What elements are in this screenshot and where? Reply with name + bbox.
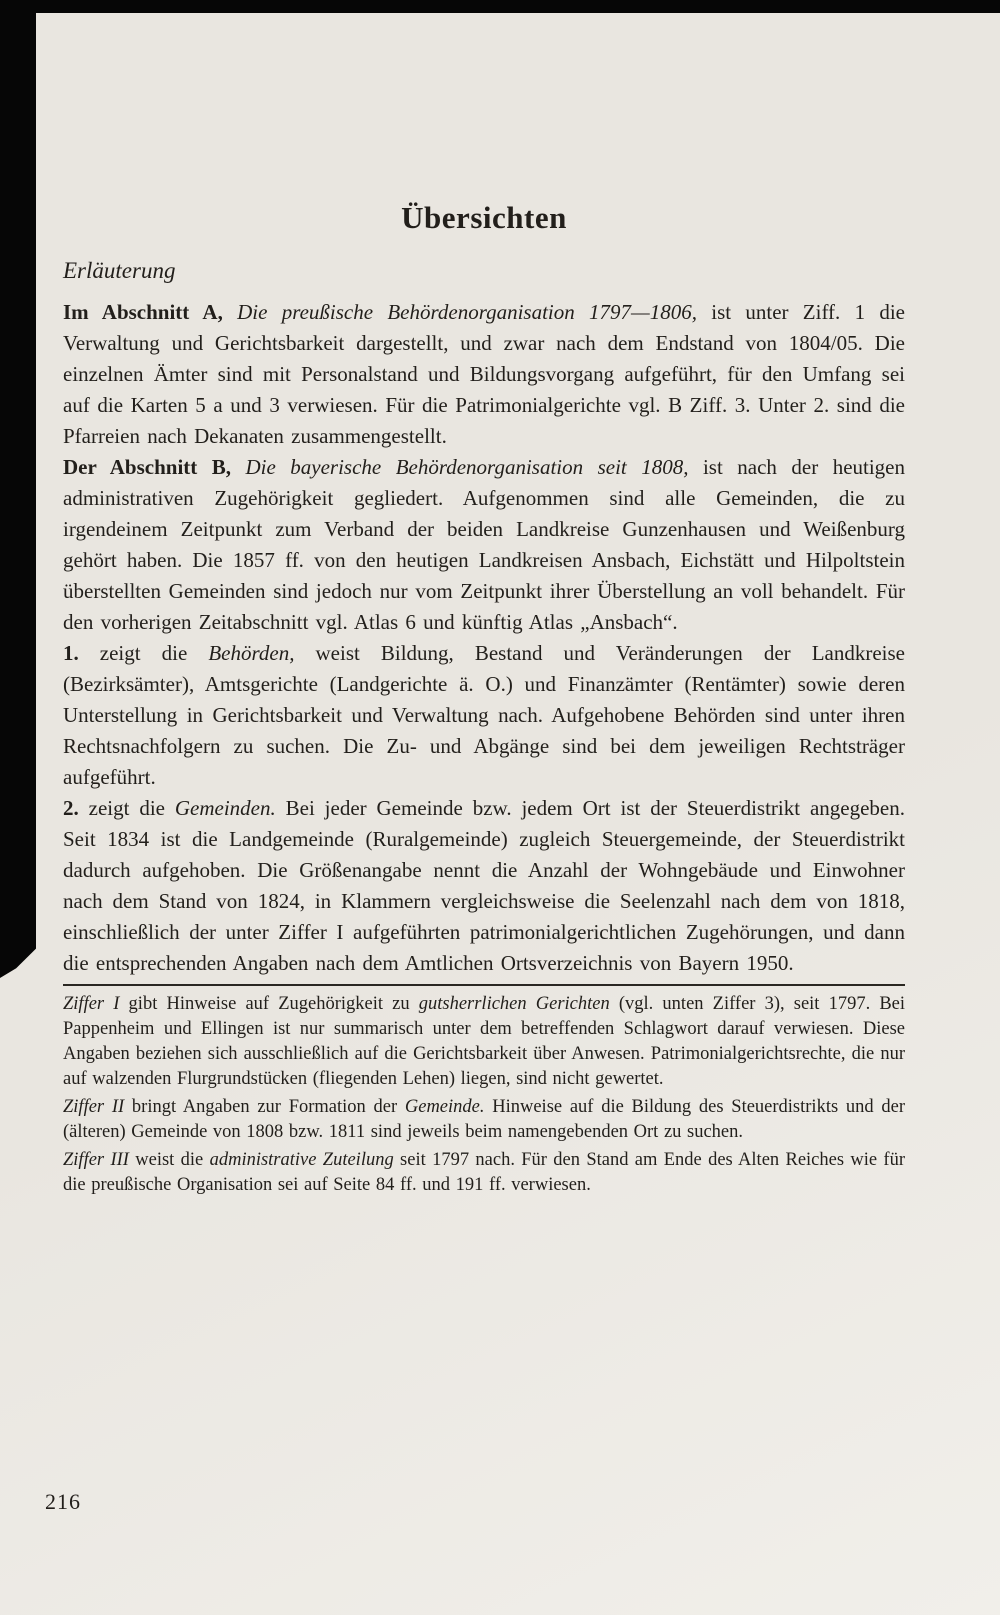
text-segment: gutsherrlichen Gerichten <box>418 994 610 1014</box>
text-segment: (vgl. unten Ziffer 3), seit 1797. Bei Pappenheim und Ellingen ist nur summarisch unter dem betreffenden Schlagwort darauf verwiesen. Diese Angaben beziehen sich ausschließlich auf die Gerichtsbarkeit über Anwesen. Patrimonialgerichtsrechte, die nur auf walzenden Flurgrundstücken (fliegenden Lehen) liegen, sind nicht gewertet. <box>63 994 906 1089</box>
paragraph <box>63 992 905 1092</box>
text-segment: Gemeinde. <box>404 1097 485 1117</box>
section-heading: Erläuterung <box>63 258 176 283</box>
paragraph <box>63 1148 905 1198</box>
text-segment: ist unter Ziff. 1 die Verwaltung und Gerichtsbarkeit dargestellt, und zwar nach dem Endstand von 1804/05. Die einzelnen Ämter sind mit Personalstand und Bildungsvorgang aufgeführt, für den Umfang sei auf die Karten 5 a und 3 verwiesen. Für die Patrimonialgerichte vgl. B Ziff. 3. Unter 2. sind die Pfarreien nach Dekanaten zusammengestellt. <box>63 300 905 448</box>
text-segment: 2. <box>63 796 79 820</box>
text-segment: Ziffer I <box>63 994 120 1014</box>
text-segment: Die bayerische Behördenorganisation seit 1808, <box>245 455 689 479</box>
text-segment: Der Abschnitt B, <box>63 455 246 479</box>
text-segment: Im Abschnitt A, <box>63 300 238 324</box>
text-segment: gibt Hinweise auf Zugehörigkeit zu <box>119 994 419 1014</box>
text-segment: weist Bildung, Bestand und Veränderungen der Landkreise (Bezirksämter), Amtsgerichte (Landgerichte ä. O.) und Finanzämter (Rentämter) sowie deren Unterstellung in Gerichtsbarkeit und Verwaltung nach. Aufgehobene Behörden sind unter ihren Rechtsnachfolgern zu suchen. Die Zu- und Abgänge sind bei dem jeweiligen Rechtsträger aufgeführt. <box>63 641 905 789</box>
text-segment: administrative Zuteilung <box>209 1150 394 1170</box>
text-segment: Hinweise auf die Bildung des Steuerdistrikts und der (älteren) Gemeinde von 1808 bzw. 1811 sind jeweils beim namengebenden Ort zu suchen. <box>63 1097 905 1142</box>
paragraph <box>63 1095 905 1145</box>
text-segment: Ziffer III <box>63 1150 129 1170</box>
text-segment: ist nach der heutigen administrativen Zugehörigkeit gegliedert. Aufgenommen sind alle Gemeinden, die zu irgendeinem Zeitpunkt zum Verband der beiden Landkreise Gunzenhausen und Weißenburg gehört haben. Die 1857 ff. von den heutigen Landkreisen Ansbach, Eichstätt und Hilpoltstein überstellten Gemeinden sind jedoch nur vom Zeitpunkt ihrer Überstellung an voll behandelt. Für den vorherigen Zeitabschnitt vgl. Atlas 6 und künftig Atlas „Ansbach“. <box>63 455 905 634</box>
text-segment: Ziffer II <box>63 1097 125 1117</box>
text-segment: weist die <box>128 1150 210 1170</box>
text-segment: zeigt die <box>78 641 209 665</box>
text-segment: bringt Angaben zur Formation der <box>124 1097 405 1117</box>
scan-artifact-left-edge <box>0 0 36 978</box>
page-content <box>63 200 905 1201</box>
text-segment: Bei jeder Gemeinde bzw. jedem Ort ist der Steuerdistrikt angegeben. Seit 1834 ist die Landgemeinde (Ruralgemeinde) zugleich Steuergemeinde, der Steuerdistrikt dadurch aufgehoben. Die Größenangabe nennt die Anzahl der Wohngebäude und Einwohner nach dem Stand von 1824, in Klammern vergleichsweise die Seelenzahl nach dem von 1818, einschließlich der unter Ziffer I aufgeführten patrimonialgerichtlichen Zugehörungen, und dann die entsprechenden Angaben nach dem Amtlichen Ortsverzeichnis von Bayern 1950. <box>63 796 905 975</box>
paragraph <box>63 793 905 979</box>
footnote-paragraphs <box>63 992 905 1198</box>
body-paragraphs <box>63 297 905 979</box>
paragraph <box>63 297 905 452</box>
page-number: 216 <box>45 1489 81 1514</box>
scan-artifact-top-edge <box>0 0 1000 13</box>
text-segment: Die preußische Behördenorganisation 1797—1806, <box>237 300 697 324</box>
paragraph <box>63 638 905 793</box>
text-segment: Gemeinden. <box>174 796 276 820</box>
text-segment: 1. <box>63 641 79 665</box>
paragraph <box>63 452 905 638</box>
text-segment: seit 1797 nach. Für den Stand am Ende des Alten Reiches wie für die preußische Organisation sei auf Seite 84 ff. und 191 ff. verwiesen. <box>63 1150 905 1195</box>
text-segment: Behörden, <box>208 641 295 665</box>
page-title: Übersichten <box>401 200 567 235</box>
footnote-divider <box>63 984 905 986</box>
text-segment: zeigt die <box>78 796 175 820</box>
